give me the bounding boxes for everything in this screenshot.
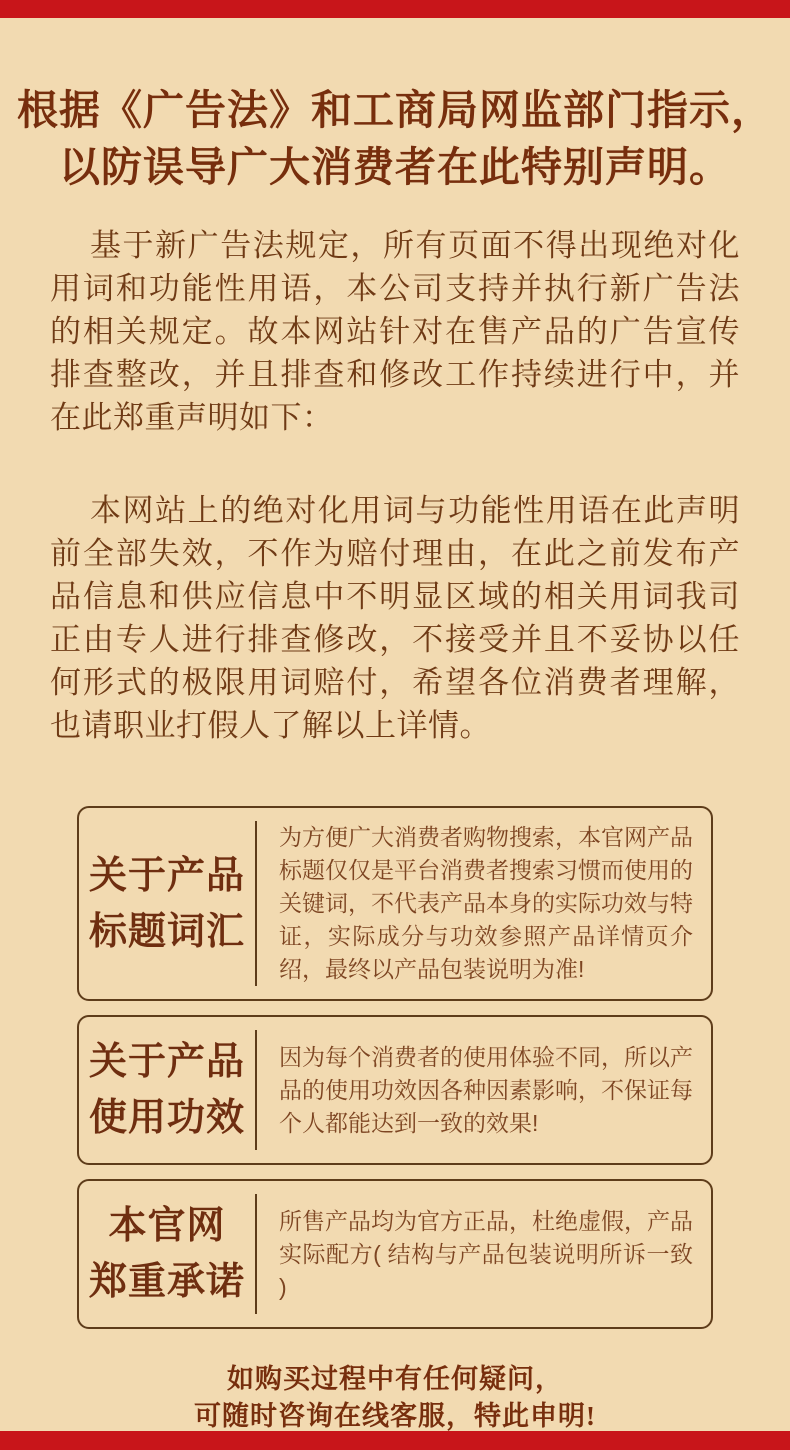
page-title-line2: 以防误导广大消费者在此特别声明。 xyxy=(59,144,731,190)
page-title-line1: 根据《广告法》和工商局网监部门指示， xyxy=(17,87,773,133)
notice-box-label xyxy=(79,1017,255,1163)
notice-box-text: 为方便广大消费者购物搜索，本官网产品标题仅仅是平台消费者搜索习惯而使用的关键词，不代表产品本身的实际功效与特证，实际成分与功效参照产品详情页介绍，最终以产品包装说明为准! xyxy=(279,824,693,982)
footer-note xyxy=(0,1361,790,1435)
notice-box-list xyxy=(77,806,713,1329)
statement-paragraph-1: 基于新广告法规定，所有页面不得出现绝对化用词和功能性用语，本公司支持并执行新广告法的相关规定。故本网站针对在售产品的广告宣传排查整改，并且排查和修改工作持续进行中，并在此郑重声明如下： xyxy=(50,228,740,435)
notice-box-label-line2: 使用功效 xyxy=(88,1097,245,1139)
notice-box-product-usage-effect xyxy=(77,1015,713,1165)
notice-box-label xyxy=(79,1181,255,1327)
notice-box-label-line2: 标题词汇 xyxy=(88,910,245,953)
notice-box-official-promise xyxy=(77,1179,713,1329)
page-title xyxy=(0,0,790,196)
notice-box-label-line1: 关于产品 xyxy=(88,1041,245,1083)
notice-box-label-line1: 关于产品 xyxy=(88,854,245,897)
notice-box-label-line1: 本官网 xyxy=(108,1205,226,1247)
bottom-red-bar xyxy=(0,1431,790,1450)
top-red-bar xyxy=(0,0,790,18)
notice-box-text: 所售产品均为官方正品，杜绝虚假，产品实际配方( 结构与产品包装说明所诉一致 ) xyxy=(279,1207,693,1300)
footer-note-line2: 可随时咨询在线客服，特此申明! xyxy=(194,1401,596,1431)
footer-note-line1: 如购买过程中有任何疑问， xyxy=(227,1364,563,1394)
statement-paragraph-2: 本网站上的绝对化用词与功能性用语在此声明前全部失效，不作为赔付理由，在此之前发布产品信息和供应信息中不明显区域的相关用词我司正由专人进行排查修改，不接受并且不妥协以任何形式的极限用词赔付，希望各位消费者理解，也请职业打假人了解以上详情。 xyxy=(50,493,740,743)
notice-box-label xyxy=(79,808,255,999)
notice-box-product-title-words xyxy=(77,806,713,1001)
notice-box-label-line2: 郑重承诺 xyxy=(88,1261,245,1303)
notice-box-text: 因为每个消费者的使用体验不同，所以产品的使用功效因各种因素影响，不保证每个人都能达到一致的效果! xyxy=(279,1043,693,1136)
